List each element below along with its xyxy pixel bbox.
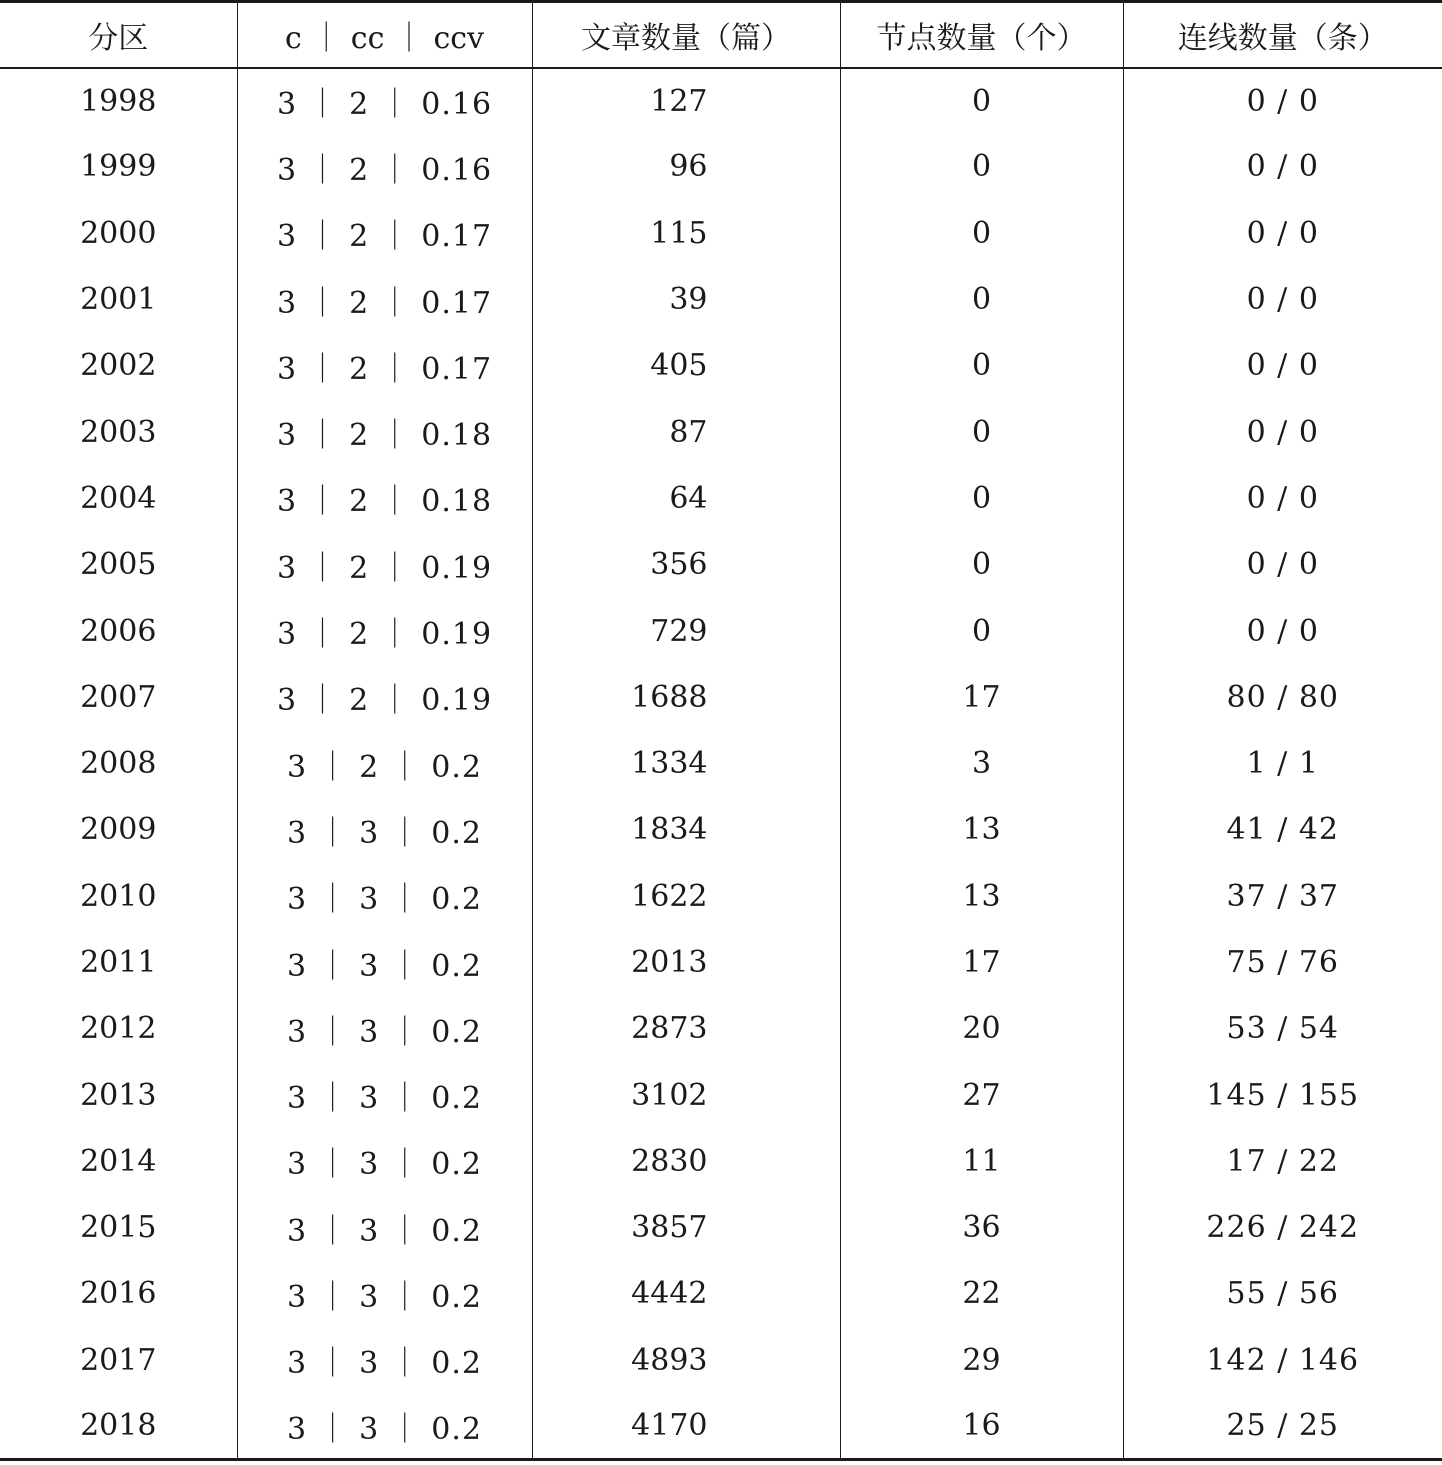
- cell-params: 3 ｜ 2 ｜ 0.17: [237, 333, 532, 399]
- cell-slice: 2017: [80, 1342, 157, 1378]
- cell-nodes: 0: [840, 200, 1123, 266]
- cell-edges: 142 / 146: [1123, 1327, 1442, 1393]
- cell-params: 3 ｜ 3 ｜ 0.2: [237, 863, 532, 929]
- cell-nodes: 17: [840, 664, 1123, 730]
- cell-nodes: 22: [840, 1261, 1123, 1327]
- cell-slice: 1998: [80, 83, 157, 119]
- table-row: [0, 68, 1442, 134]
- cell-nodes: 0: [840, 68, 1123, 134]
- cell-edges: 0 / 0: [1123, 200, 1442, 266]
- table-row: [0, 1327, 1442, 1393]
- cell-articles: 4893: [532, 1327, 840, 1393]
- cell-articles: 1834: [532, 797, 840, 863]
- cell-articles: 1334: [532, 730, 840, 796]
- header-row: [0, 2, 1442, 68]
- cell-slice: 2004: [80, 480, 157, 516]
- cell-edges: 25 / 25: [1123, 1393, 1442, 1459]
- cell-edges: 53 / 54: [1123, 996, 1442, 1062]
- cell-nodes: 36: [840, 1195, 1123, 1261]
- cell-edges: 0 / 0: [1123, 68, 1442, 134]
- cell-params: 3 ｜ 2 ｜ 0.17: [237, 200, 532, 266]
- cell-slice: 2018: [0, 1393, 237, 1459]
- cell-params: 3 ｜ 3 ｜ 0.2: [237, 797, 532, 863]
- cell-articles: 96: [532, 134, 840, 200]
- cell-nodes: 13: [840, 797, 1123, 863]
- cell-slice: 2013: [80, 1077, 157, 1113]
- cell-articles: 127: [532, 68, 840, 134]
- cell-params: 3 ｜ 3 ｜ 0.2: [237, 1062, 532, 1128]
- table-row: [0, 200, 1442, 266]
- cell-edges: 145 / 155: [1123, 1062, 1442, 1128]
- cell-params: 3 ｜ 2 ｜ 0.16: [237, 134, 532, 200]
- cell-params: 3 ｜ 3 ｜ 0.2: [237, 996, 532, 1062]
- cell-edges: 0 / 0: [1123, 532, 1442, 598]
- cell-articles: 64: [532, 465, 840, 531]
- cell-edges: 37 / 37: [1123, 863, 1442, 929]
- cell-slice: 2001: [80, 282, 157, 318]
- table-row: [0, 863, 1442, 929]
- cell-params: 3 ｜ 2 ｜ 0.19: [237, 664, 532, 730]
- cell-slice: 2010: [80, 878, 157, 914]
- cell-edges: 75 / 76: [1123, 929, 1442, 995]
- table-body: [0, 68, 1442, 1460]
- cell-slice: 2009: [80, 812, 157, 848]
- cell-params: 3 ｜ 3 ｜ 0.2: [237, 1128, 532, 1194]
- cell-edges: 80 / 80: [1123, 664, 1442, 730]
- cell-articles: 1622: [532, 863, 840, 929]
- cell-slice: 2005: [80, 547, 157, 583]
- table-row: [0, 730, 1442, 796]
- table-row: [0, 465, 1442, 531]
- cell-articles: 4170: [532, 1393, 840, 1459]
- table-row: [0, 996, 1442, 1062]
- cell-slice: 1999: [80, 149, 157, 185]
- header-edges: 连线数量（条）: [1123, 2, 1442, 68]
- cell-slice: 2011: [80, 945, 157, 980]
- cell-slice: 2007: [80, 679, 157, 715]
- table-row: [0, 134, 1442, 200]
- table-row: [0, 598, 1442, 664]
- table-row: [0, 797, 1442, 863]
- cell-nodes: 27: [840, 1062, 1123, 1128]
- cell-articles: 3857: [532, 1195, 840, 1261]
- cell-articles: 87: [532, 399, 840, 465]
- cell-nodes: 0: [840, 266, 1123, 332]
- header-params: c ｜ cc ｜ ccv: [237, 2, 532, 68]
- cell-slice: 2016: [80, 1276, 157, 1312]
- cell-params: 3 ｜ 2 ｜ 0.19: [237, 532, 532, 598]
- cell-edges: 0 / 0: [1123, 266, 1442, 332]
- header-slice: 分区: [0, 2, 237, 68]
- cell-edges: 0 / 0: [1123, 333, 1442, 399]
- cell-slice: 2012: [80, 1011, 157, 1047]
- table-row: [0, 399, 1442, 465]
- cell-nodes: 16: [840, 1393, 1123, 1459]
- cell-edges: 41 / 42: [1123, 797, 1442, 863]
- cell-articles: 2013: [532, 929, 840, 995]
- cell-params: 3 ｜ 2 ｜ 0.18: [237, 399, 532, 465]
- cell-edges: 17 / 22: [1123, 1128, 1442, 1194]
- cell-nodes: 0: [840, 134, 1123, 200]
- cell-slice: 2002: [80, 348, 157, 384]
- cell-slice: 2008: [80, 746, 157, 782]
- header-articles: 文章数量（篇）: [532, 2, 840, 68]
- cell-edges: 0 / 0: [1123, 465, 1442, 531]
- cell-articles: 2830: [532, 1128, 840, 1194]
- cell-slice: 2015: [80, 1210, 157, 1246]
- cell-slice: 2006: [80, 613, 157, 649]
- cell-params: 3 ｜ 3 ｜ 0.2: [237, 1261, 532, 1327]
- header-nodes: 节点数量（个）: [840, 2, 1123, 68]
- cell-articles: 39: [532, 266, 840, 332]
- cell-params: 3 ｜ 2 ｜ 0.17: [237, 266, 532, 332]
- table-row: [0, 1393, 1442, 1459]
- cell-nodes: 0: [840, 465, 1123, 531]
- cell-articles: 1688: [532, 664, 840, 730]
- cell-edges: 0 / 0: [1123, 399, 1442, 465]
- cell-nodes: 0: [840, 399, 1123, 465]
- table-row: [0, 1261, 1442, 1327]
- cell-nodes: 17: [840, 929, 1123, 995]
- cell-slice: 2000: [80, 215, 157, 251]
- cell-articles: 115: [532, 200, 840, 266]
- cell-nodes: 20: [840, 996, 1123, 1062]
- cell-params: 3 ｜ 2 ｜ 0.2: [237, 730, 532, 796]
- cell-nodes: 13: [840, 863, 1123, 929]
- table-row: [0, 532, 1442, 598]
- table-row: [0, 929, 1442, 995]
- cell-nodes: 0: [840, 598, 1123, 664]
- table-row: [0, 664, 1442, 730]
- table-row: [0, 1195, 1442, 1261]
- cell-articles: 3102: [532, 1062, 840, 1128]
- cell-nodes: 29: [840, 1327, 1123, 1393]
- cell-params: 3 ｜ 3 ｜ 0.2: [237, 929, 532, 995]
- table-row: [0, 266, 1442, 332]
- table-row: [0, 1128, 1442, 1194]
- cell-slice: 2014: [80, 1143, 157, 1179]
- cell-params: 3 ｜ 3 ｜ 0.2: [237, 1195, 532, 1261]
- cell-params: 3 ｜ 2 ｜ 0.18: [237, 465, 532, 531]
- cell-edges: 0 / 0: [1123, 598, 1442, 664]
- cell-params: 3 ｜ 3 ｜ 0.2: [237, 1327, 532, 1393]
- cell-articles: 4442: [532, 1261, 840, 1327]
- table-header: [0, 2, 1442, 68]
- cell-params: 3 ｜ 2 ｜ 0.19: [237, 598, 532, 664]
- table-row: [0, 333, 1442, 399]
- cell-edges: 226 / 242: [1123, 1195, 1442, 1261]
- cell-edges: 0 / 0: [1123, 134, 1442, 200]
- cell-slice: 2003: [80, 414, 157, 450]
- table-row: [0, 1062, 1442, 1128]
- cell-nodes: 0: [840, 333, 1123, 399]
- cell-articles: 356: [532, 532, 840, 598]
- cell-nodes: 3: [840, 730, 1123, 796]
- cell-edges: 55 / 56: [1123, 1261, 1442, 1327]
- cell-params: 3 ｜ 2 ｜ 0.16: [237, 68, 532, 134]
- cell-nodes: 0: [840, 532, 1123, 598]
- cell-articles: 729: [532, 598, 840, 664]
- cell-articles: 2873: [532, 996, 840, 1062]
- cell-nodes: 11: [840, 1128, 1123, 1194]
- cell-articles: 405: [532, 333, 840, 399]
- cell-edges: 1 / 1: [1123, 730, 1442, 796]
- cell-params: 3 ｜ 3 ｜ 0.2: [237, 1393, 532, 1459]
